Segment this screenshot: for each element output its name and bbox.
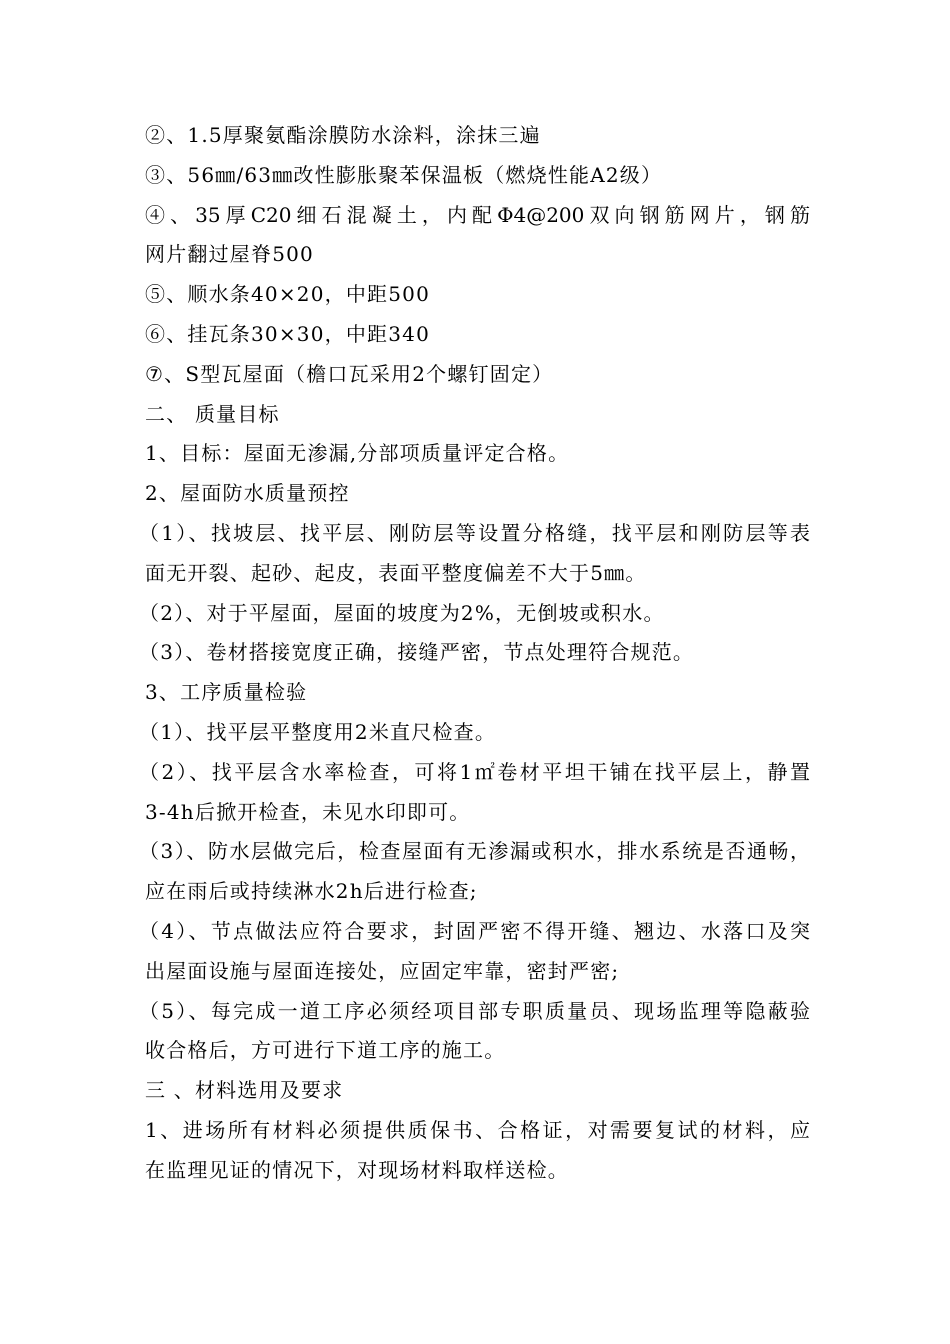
- spec-item-5: ⑤、顺水条40×20，中距500: [145, 282, 431, 307]
- paragraph-control-2: （2）、对于平屋面，屋面的坡度为2%，无倒坡或积水。: [139, 600, 665, 625]
- paragraph-control-1-continued: 面无开裂、起砂、起皮，表面平整度偏差不大于5㎜。: [145, 560, 647, 585]
- spec-item-3: ③、56㎜/63㎜改性膨胀聚苯保温板（燃烧性能A2级）: [145, 162, 663, 187]
- paragraph-control-1: （1）、找坡层、找平层、刚防层等设置分格缝，找平层和刚防层等表: [139, 520, 810, 545]
- paragraph-control-3: （3）、卷材搭接宽度正确，接缝严密，节点处理符合规范。: [139, 640, 695, 665]
- paragraph-inspection-2-continued: 3-4h后掀开检查，未见水印即可。: [145, 799, 471, 824]
- spec-item-7: ⑦、S型瓦屋面（檐口瓦采用2个螺钉固定）: [145, 361, 554, 386]
- spec-item-4-continued: 网片翻过屋脊500: [145, 242, 314, 267]
- paragraph-goal: 1、目标：屋面无渗漏,分部项质量评定合格。: [145, 441, 570, 466]
- paragraph-materials-1-continued: 在监理见证的情况下，对现场材料取样送检。: [145, 1157, 569, 1182]
- paragraph-inspection-1: （1）、找平层平整度用2米直尺检查。: [139, 719, 497, 744]
- document-body: [139, 116, 810, 1191]
- section-heading-materials: 三 、材料选用及要求: [145, 1078, 344, 1103]
- paragraph-inspection-3: （3）、防水层做完后，检查屋面有无渗漏或积水，排水系统是否通畅，: [139, 839, 810, 864]
- section-heading-quality-goals: 二、 质量目标: [145, 401, 280, 426]
- paragraph-inspection-5: （5）、每完成一道工序必须经项目部专职质量员、现场监理等隐蔽验: [139, 998, 810, 1023]
- paragraph-materials-1: 1、进场所有材料必须提供质保书、合格证，对需要复试的材料，应: [145, 1117, 810, 1142]
- spec-item-2: ②、1.5厚聚氨酯涂膜防水涂料，涂抹三遍: [145, 123, 541, 147]
- paragraph-inspection-3-continued: 应在雨后或持续淋水2h后进行检查;: [145, 879, 478, 904]
- spec-item-6: ⑥、挂瓦条30×30，中距340: [145, 321, 431, 346]
- paragraph-inspection-4-continued: 出屋面设施与屋面连接处，应固定牢靠，密封严密;: [145, 958, 620, 983]
- spec-item-4: ④、35厚C20细石混凝土，内配Φ4@200双向钢筋网片，钢筋: [145, 202, 810, 227]
- subheading-waterproof-control: 2、屋面防水质量预控: [145, 481, 350, 506]
- paragraph-inspection-4: （4）、节点做法应符合要求，封固严密不得开缝、翘边、水落口及突: [139, 918, 810, 943]
- paragraph-inspection-2: （2）、找平层含水率检查，可将1㎡卷材平坦干铺在找平层上，静置: [139, 759, 810, 784]
- subheading-process-inspection: 3、工序质量检验: [145, 680, 308, 705]
- paragraph-inspection-5-continued: 收合格后，方可进行下道工序的施工。: [145, 1038, 506, 1063]
